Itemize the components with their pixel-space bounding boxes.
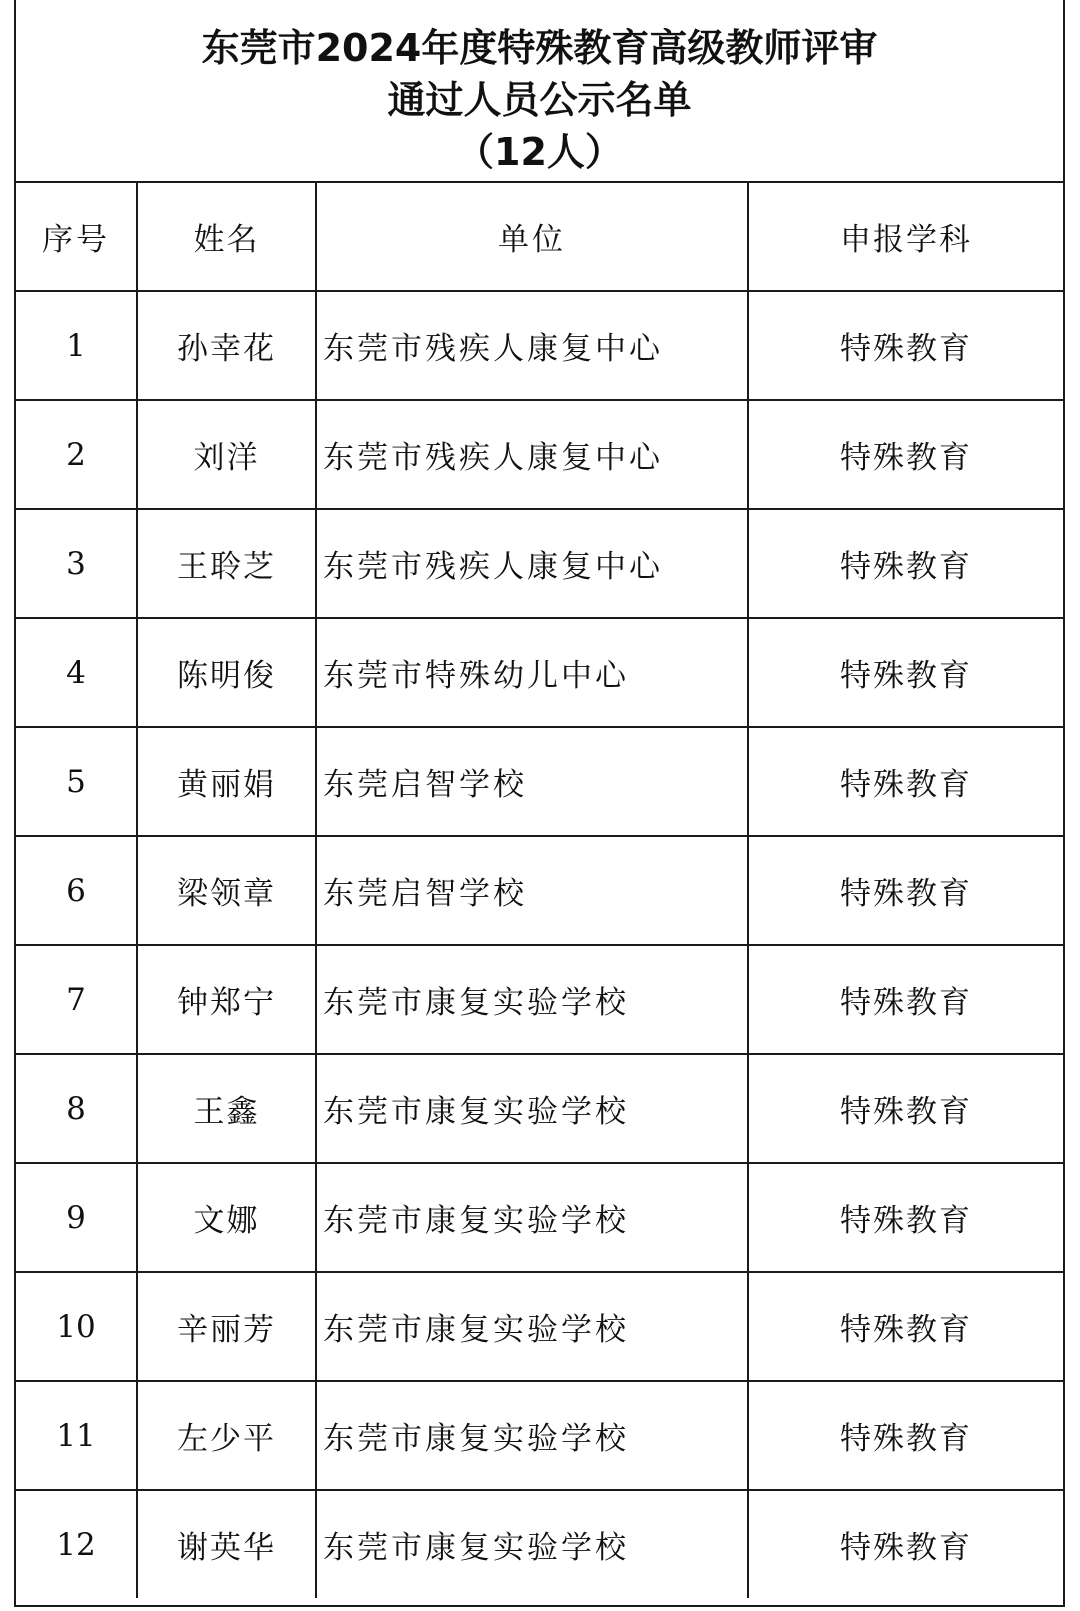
table-row bbox=[16, 1054, 1063, 1163]
cell-serial-number: 8 bbox=[16, 1054, 137, 1163]
cell-subject: 特殊教育 bbox=[748, 1381, 1063, 1490]
cell-serial-number: 5 bbox=[16, 727, 137, 836]
cell-serial-number: 4 bbox=[16, 618, 137, 727]
cell-unit: 东莞市康复实验学校 bbox=[316, 1381, 748, 1490]
table-row bbox=[16, 945, 1063, 1054]
cell-unit: 东莞启智学校 bbox=[316, 727, 748, 836]
cell-name: 左少平 bbox=[137, 1381, 316, 1490]
cell-serial-number: 2 bbox=[16, 400, 137, 509]
cell-unit: 东莞市康复实验学校 bbox=[316, 1272, 748, 1381]
cell-serial-number: 7 bbox=[16, 945, 137, 1054]
table-row bbox=[16, 836, 1063, 945]
table-row bbox=[16, 618, 1063, 727]
cell-unit: 东莞市康复实验学校 bbox=[316, 1163, 748, 1272]
cell-subject: 特殊教育 bbox=[748, 291, 1063, 400]
cell-subject: 特殊教育 bbox=[748, 400, 1063, 509]
title-line-1: 东莞市2024年度特殊教育高级教师评审 bbox=[201, 26, 878, 70]
cell-unit: 东莞市残疾人康复中心 bbox=[316, 291, 748, 400]
cell-serial-number: 6 bbox=[16, 836, 137, 945]
cell-subject: 特殊教育 bbox=[748, 1272, 1063, 1381]
cell-serial-number: 3 bbox=[16, 509, 137, 618]
cell-unit: 东莞启智学校 bbox=[316, 836, 748, 945]
table-row bbox=[16, 1490, 1063, 1598]
table-row bbox=[16, 1163, 1063, 1272]
cell-serial-number: 11 bbox=[16, 1381, 137, 1490]
table-row bbox=[16, 1272, 1063, 1381]
cell-unit: 东莞市康复实验学校 bbox=[316, 1054, 748, 1163]
table-row bbox=[16, 509, 1063, 618]
cell-name: 王聆芝 bbox=[137, 509, 316, 618]
cell-unit: 东莞市特殊幼儿中心 bbox=[316, 618, 748, 727]
cell-name: 王鑫 bbox=[137, 1054, 316, 1163]
cell-subject: 特殊教育 bbox=[748, 618, 1063, 727]
personnel-table bbox=[16, 183, 1063, 1598]
cell-subject: 特殊教育 bbox=[748, 509, 1063, 618]
cell-name: 黄丽娟 bbox=[137, 727, 316, 836]
title-line-3: （12人） bbox=[456, 130, 623, 174]
cell-subject: 特殊教育 bbox=[748, 1163, 1063, 1272]
cell-name: 文娜 bbox=[137, 1163, 316, 1272]
header-name: 姓名 bbox=[137, 183, 316, 291]
title-line-2: 通过人员公示名单 bbox=[387, 78, 692, 122]
header-unit: 单位 bbox=[316, 183, 748, 291]
cell-unit: 东莞市康复实验学校 bbox=[316, 1490, 748, 1598]
header-subject: 申报学科 bbox=[748, 183, 1063, 291]
header-serial-number: 序号 bbox=[16, 183, 137, 291]
cell-subject: 特殊教育 bbox=[748, 836, 1063, 945]
cell-unit: 东莞市残疾人康复中心 bbox=[316, 509, 748, 618]
table-row bbox=[16, 1381, 1063, 1490]
cell-unit: 东莞市残疾人康复中心 bbox=[316, 400, 748, 509]
cell-name: 陈明俊 bbox=[137, 618, 316, 727]
cell-name: 梁领章 bbox=[137, 836, 316, 945]
cell-serial-number: 9 bbox=[16, 1163, 137, 1272]
cell-serial-number: 12 bbox=[16, 1490, 137, 1598]
document-title bbox=[16, 0, 1063, 183]
cell-subject: 特殊教育 bbox=[840, 1530, 972, 1566]
cell-subject: 特殊教育 bbox=[748, 727, 1063, 836]
table-row bbox=[16, 727, 1063, 836]
cell-name: 辛丽芳 bbox=[137, 1272, 316, 1381]
document-page bbox=[14, 0, 1065, 1607]
cell-subject: 特殊教育 bbox=[748, 1054, 1063, 1163]
cell-serial-number: 1 bbox=[16, 291, 137, 400]
cell-unit: 东莞市康复实验学校 bbox=[316, 945, 748, 1054]
table-header-row bbox=[16, 183, 1063, 291]
cell-name: 钟郑宁 bbox=[137, 945, 316, 1054]
cell-subject: 特殊教育 bbox=[748, 945, 1063, 1054]
cell-name: 孙幸花 bbox=[137, 291, 316, 400]
table-row bbox=[16, 291, 1063, 400]
cell-name: 刘洋 bbox=[137, 400, 316, 509]
cell-serial-number: 10 bbox=[16, 1272, 137, 1381]
table-row bbox=[16, 400, 1063, 509]
cell-name: 谢英华 bbox=[137, 1490, 316, 1598]
